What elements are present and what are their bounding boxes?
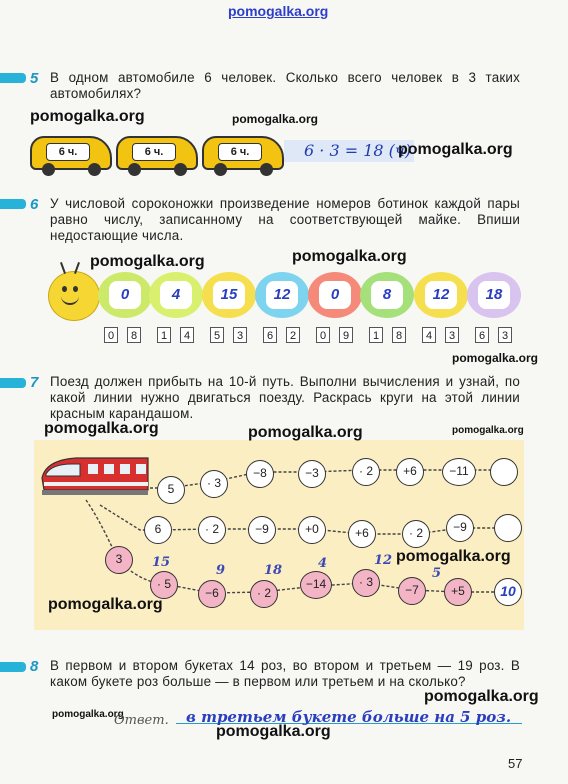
track-node[interactable]: +0	[298, 516, 326, 544]
shirt-value[interactable]: 15	[213, 281, 245, 309]
shirt-value[interactable]: 12	[266, 281, 298, 309]
shoe[interactable]: 6	[475, 327, 489, 343]
task8-text: В первом и втором букетах 14 роз, во втором и третьем — 19 роз. В каком букете роз больше — в первом или третьем и на сколько?	[50, 658, 520, 689]
handwritten-value: 18	[264, 563, 283, 578]
shirt-value[interactable]: 18	[478, 281, 510, 309]
shoe[interactable]: 8	[392, 327, 406, 343]
watermark: pomogalka.org	[452, 425, 524, 436]
track-node[interactable]: 3	[105, 546, 133, 574]
shoe[interactable]: 3	[498, 327, 512, 343]
track-node[interactable]: · 2	[352, 458, 380, 486]
task5-text: В одном автомобиле 6 человек. Сколько всего человек в 3 таких автомобилях?	[50, 70, 520, 101]
watermark: pomogalka.org	[44, 420, 159, 437]
task6-text: У числовой сороконожки произведение номеров ботинок каждой пары равно числу, записанному на соответствующей майке. Впиши недостающие числа.	[50, 196, 520, 243]
handwritten-value: 15	[152, 555, 171, 570]
watermark: pomogalka.org	[398, 141, 513, 158]
task7-number: 7	[30, 374, 39, 391]
task6-number: 6	[30, 196, 39, 213]
track-node[interactable]: −7	[398, 577, 426, 605]
track-node[interactable]	[490, 458, 518, 486]
watermark: pomogalka.org	[216, 723, 331, 740]
task5-equation: 6 · 3 = 18 (ч)	[304, 141, 412, 160]
track-node[interactable]: · 2	[250, 580, 278, 608]
track-node[interactable]: −9	[446, 514, 474, 542]
shoe[interactable]: 6	[263, 327, 277, 343]
track-node[interactable]: 6	[144, 516, 172, 544]
shoe[interactable]: 4	[422, 327, 436, 343]
track-node[interactable]: +6	[396, 458, 424, 486]
car-label: 6 ч.	[218, 143, 262, 161]
track-node[interactable]: −11	[442, 458, 476, 486]
watermark-top[interactable]: pomogalka.org	[228, 3, 329, 19]
track-node[interactable]: −14	[300, 571, 332, 599]
shirt-value[interactable]: 0	[319, 281, 351, 309]
shoe[interactable]: 0	[316, 327, 330, 343]
shoe[interactable]: 3	[233, 327, 247, 343]
page-number: 57	[508, 756, 523, 771]
shirt-value[interactable]: 0	[109, 281, 141, 309]
train-icon	[36, 452, 154, 498]
task7-text: Поезд должен прибыть на 10-й путь. Выполни вычисления и узнай, по какой линии нужно двигаться поезду. Раскрась круги на этой линии красным карандашом.	[50, 374, 520, 421]
answer-text[interactable]: в третьем букете больше на 5 роз.	[186, 708, 512, 726]
watermark: pomogalka.org	[90, 253, 205, 270]
shoe[interactable]: 9	[339, 327, 353, 343]
shoe[interactable]: 4	[180, 327, 194, 343]
watermark: pomogalka.org	[292, 248, 407, 265]
watermark: pomogalka.org	[30, 108, 145, 125]
shoe[interactable]: 1	[157, 327, 171, 343]
shoe[interactable]: 0	[104, 327, 118, 343]
handwritten-value: 4	[318, 556, 328, 571]
shoe[interactable]: 2	[286, 327, 300, 343]
watermark: pomogalka.org	[396, 548, 511, 565]
watermark: pomogalka.org	[452, 351, 539, 365]
track-node[interactable]: 5	[157, 476, 185, 504]
track-node[interactable]: · 2	[198, 516, 226, 544]
watermark: pomogalka.org	[248, 424, 363, 441]
track-node[interactable]: · 3	[200, 470, 228, 498]
task8-number: 8	[30, 658, 39, 675]
watermark: pomogalka.org	[52, 709, 124, 720]
shirt-value[interactable]: 4	[160, 281, 192, 309]
watermark: pomogalka.org	[232, 112, 319, 126]
shoe[interactable]: 3	[445, 327, 459, 343]
track-node[interactable]: +5	[444, 578, 472, 606]
track-node[interactable]: −8	[246, 460, 274, 488]
track-node[interactable]: · 2	[402, 520, 430, 548]
shoe[interactable]: 5	[210, 327, 224, 343]
shirt-value[interactable]: 8	[371, 281, 403, 309]
watermark: pomogalka.org	[424, 688, 539, 705]
track-node[interactable]	[494, 514, 522, 542]
watermark: pomogalka.org	[48, 596, 163, 613]
shoe[interactable]: 8	[127, 327, 141, 343]
track-node-destination[interactable]: 10	[494, 578, 522, 606]
track-node[interactable]: −3	[298, 460, 326, 488]
handwritten-value: 5	[432, 566, 442, 581]
car-label: 6 ч.	[132, 143, 176, 161]
answer-label: Ответ.	[114, 713, 169, 728]
shoe[interactable]: 1	[369, 327, 383, 343]
track-node[interactable]: −6	[198, 580, 226, 608]
car-label: 6 ч.	[46, 143, 90, 161]
handwritten-value: 9	[216, 563, 226, 578]
track-node[interactable]: +6	[348, 520, 376, 548]
shirt-value[interactable]: 12	[425, 281, 457, 309]
track-node[interactable]: · 5	[150, 571, 178, 599]
task5-number: 5	[30, 70, 39, 87]
task8-marker	[0, 662, 26, 672]
track-node[interactable]: · 3	[352, 569, 380, 597]
handwritten-value: 12	[374, 553, 393, 568]
track-node[interactable]: −9	[248, 516, 276, 544]
